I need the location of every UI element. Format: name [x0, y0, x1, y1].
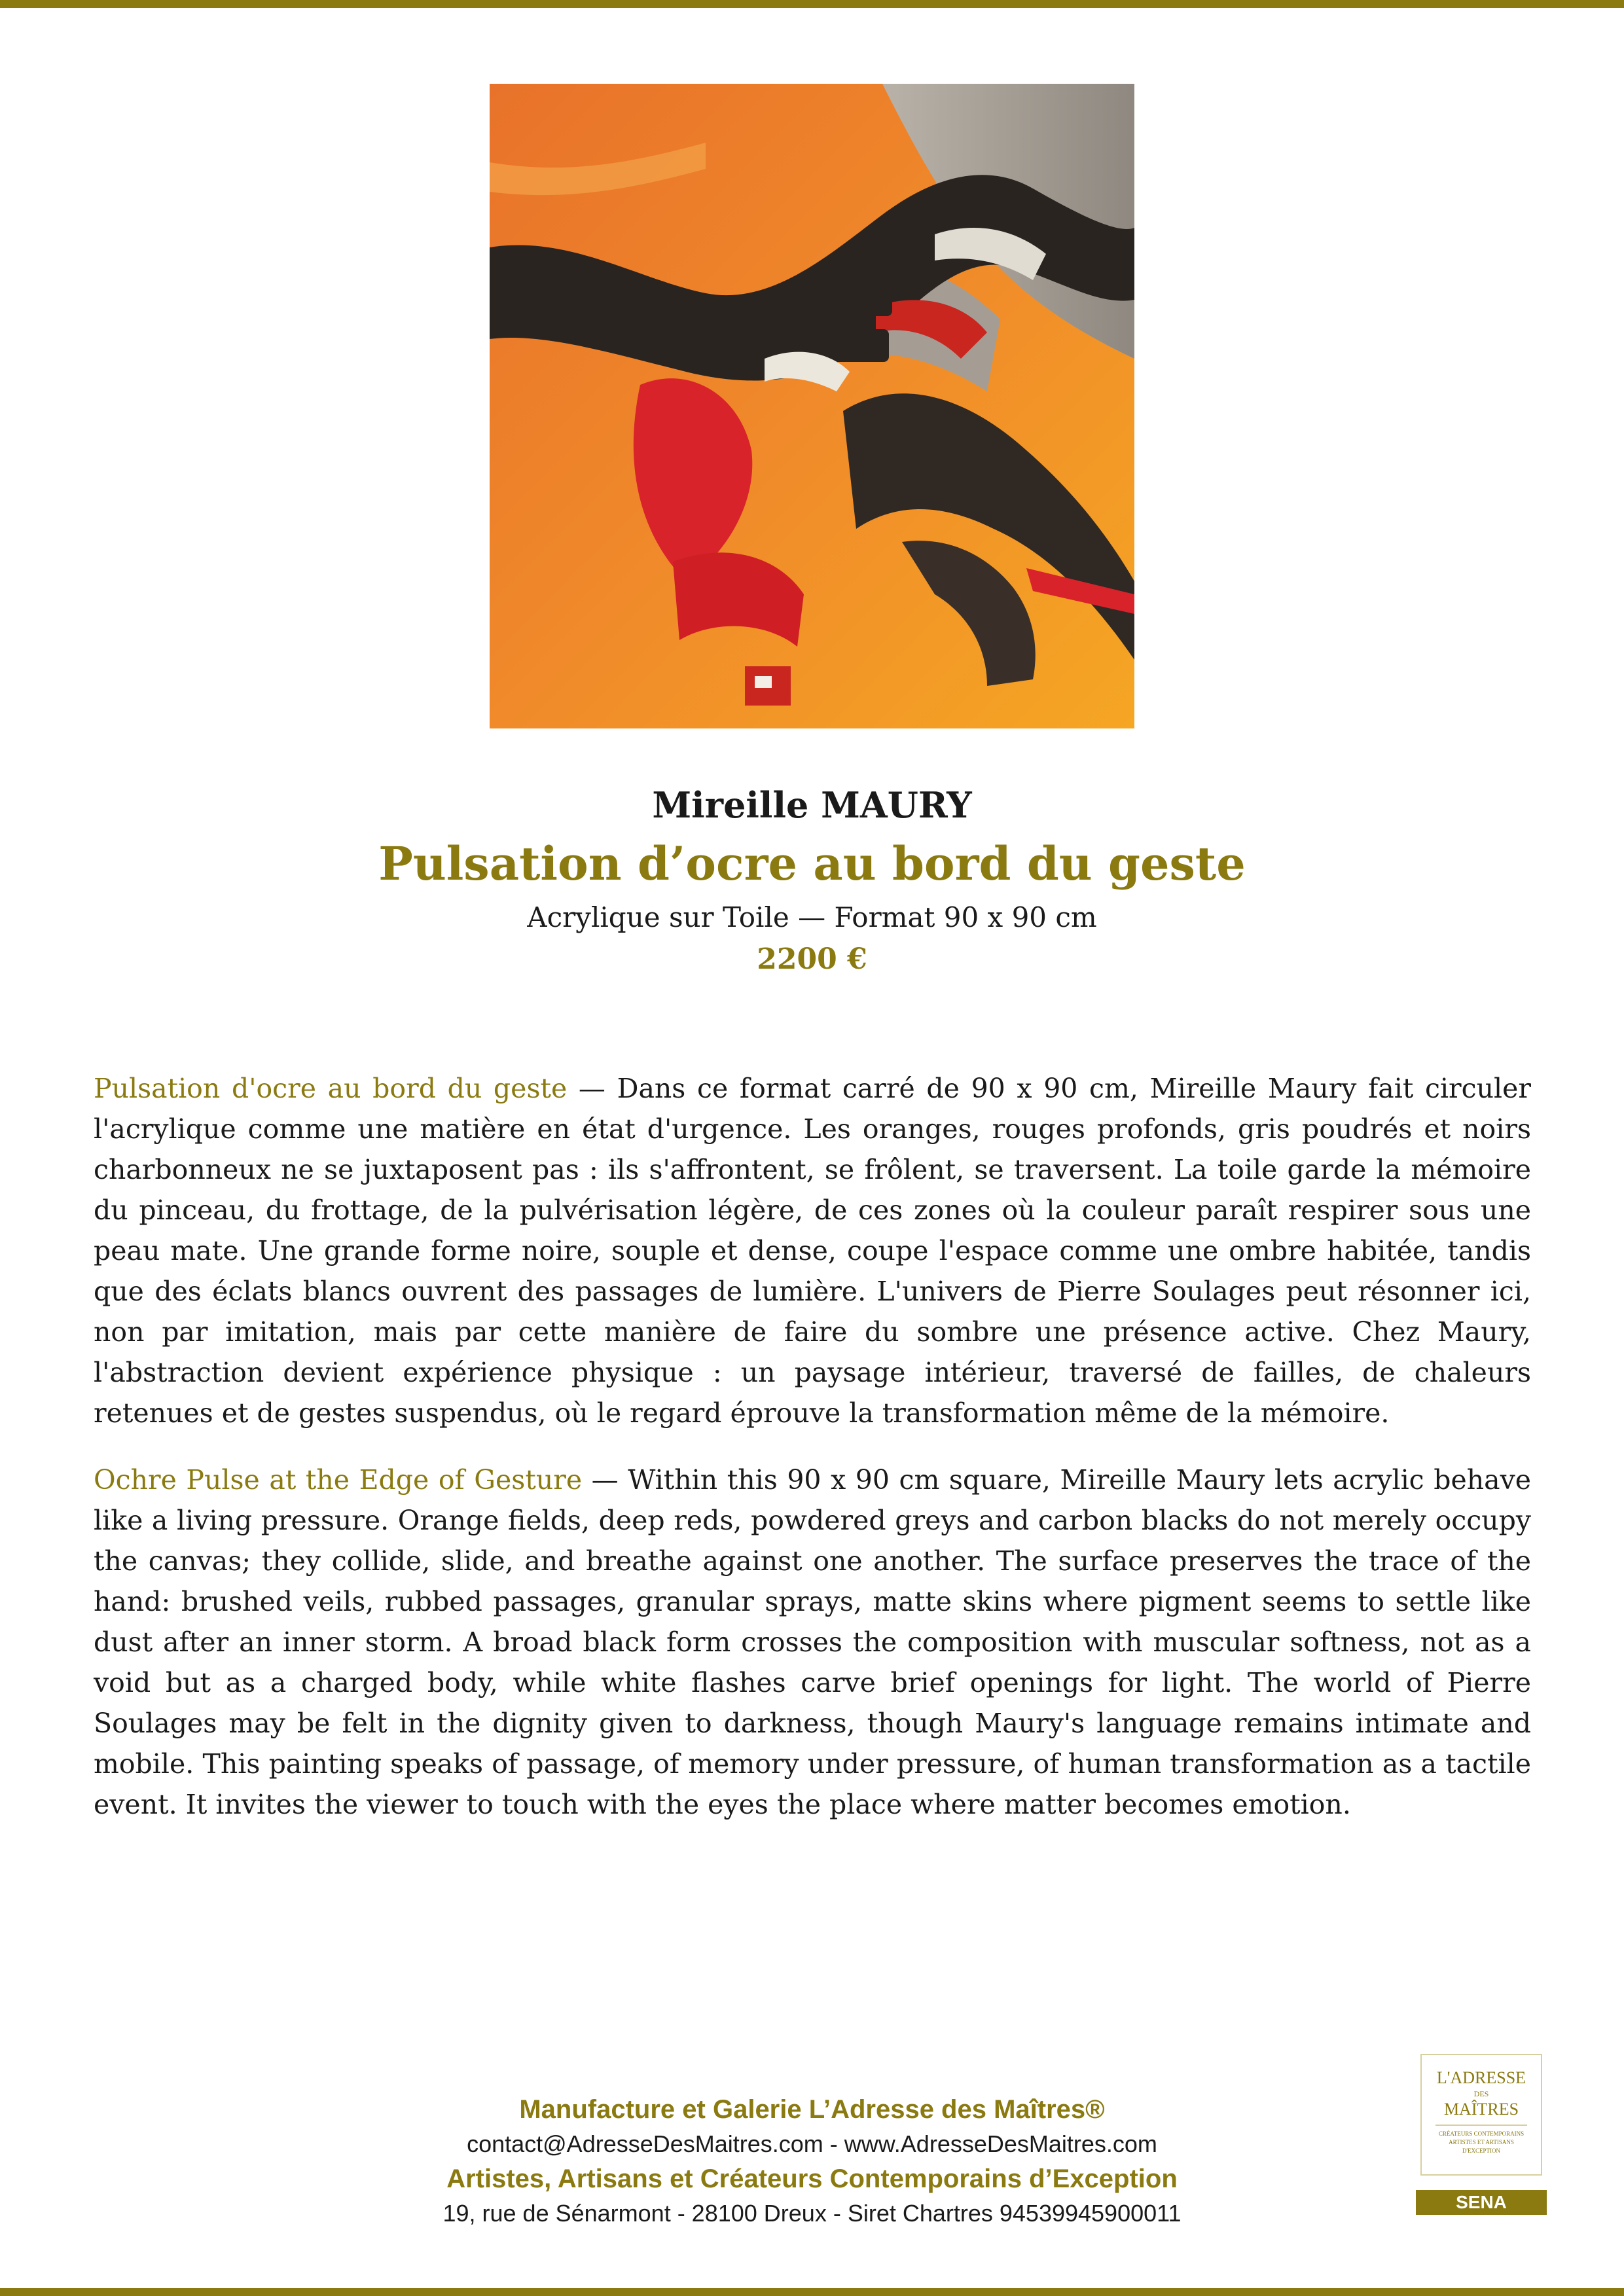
- gallery-tagline: Artistes, Artisans et Créateurs Contemporains d’Exception: [446, 2164, 1178, 2193]
- description-en-lead: Ochre Pulse at the Edge of Gesture: [94, 1464, 583, 1496]
- artwork-title: Pulsation d’ocre au bord du geste: [378, 836, 1246, 891]
- footer: [0, 2091, 1624, 2230]
- artwork-medium: Acrylique sur Toile — Format 90 x 90 cm: [527, 901, 1097, 933]
- description-fr-lead: Pulsation d'ocre au bord du geste: [94, 1073, 568, 1104]
- artwork-header: [0, 779, 1624, 980]
- sena-badge: SENA: [1416, 2190, 1547, 2215]
- bottom-rule: [0, 2288, 1624, 2296]
- gallery-name: Manufacture et Galerie L’Adresse des Maîtres®: [519, 2095, 1105, 2124]
- description-en: [94, 1460, 1531, 1825]
- description-fr-text: — Dans ce format carré de 90 x 90 cm, Mireille Maury fait circuler l'acrylique comme une matière en état d'urgence. Les oranges, rouges profonds, gris poudrés et noirs charbonneux ne se juxtaposent pas : ils s'affrontent, se frôlent, se traversent. La toile garde la mémoire du pinceau, du frottage, de la pulvérisation légère, de ces zones où la couleur paraît respirer sous une peau mate. Une grande forme noire, souple et dense, coupe l'espace comme une ombre habitée, tandis que des éclats blancs ouvrent des passages de lumière. L'univers de Pierre Soulages peut résonner ici, non par imitation, mais par cette manière de faire du sombre une présence active. Chez Maury, l'abstraction devient expérience physique : un paysage intérieur, traversé de failles, de chaleurs retenues et de gestes suspendus, où le regard éprouve la transformation même de la mémoire.: [94, 1073, 1531, 1429]
- artist-name: Mireille MAURY: [652, 784, 972, 826]
- painting-illustration: [490, 84, 1134, 728]
- logo-line2: DES: [1473, 2089, 1489, 2098]
- logo-line3: MAÎTRES: [1443, 2100, 1519, 2119]
- artwork-image: [490, 84, 1134, 728]
- logo-divider: [1435, 2125, 1527, 2126]
- top-rule: [0, 0, 1624, 8]
- gallery-logo: [1420, 2054, 1542, 2176]
- logo-line1: L'ADRESSE: [1436, 2068, 1526, 2087]
- gallery-contact: contact@AdresseDesMaitres.com - www.AdresseDesMaitres.com: [467, 2130, 1157, 2157]
- description-fr: [94, 1068, 1531, 1433]
- gallery-address: 19, rue de Sénarmont - 28100 Dreux - Siret Chartres 94539945900011: [442, 2200, 1182, 2227]
- description-en-text: — Within this 90 x 90 cm square, Mireille Maury lets acrylic behave like a living pressure. Orange fields, deep reds, powdered greys and carbon blacks do not merely occupy the canvas; they collide, slide, and breathe against one another. The surface preserves the trace of the hand: brushed veils, rubbed passages, granular sprays, matte skins where pigment seems to settle like dust after an inner storm. A broad black form crosses the composition with muscular softness, not as a void but as a charged body, while white flashes carve brief openings for light. The world of Pierre Soulages may be felt in the dignity given to darkness, though Maury's language remains intimate and mobile. This painting speaks of passage, of memory under pressure, of human transformation as a tactile event. It invites the viewer to touch with the eyes the place where matter becomes emotion.: [94, 1464, 1532, 1820]
- description: [94, 1068, 1531, 1851]
- logo-line4: CRÉATEURS CONTEMPORAINS ARTISTES ET ARTISANS D'EXCEPTION: [1438, 2130, 1525, 2154]
- artwork-price: 2200 €: [757, 942, 867, 976]
